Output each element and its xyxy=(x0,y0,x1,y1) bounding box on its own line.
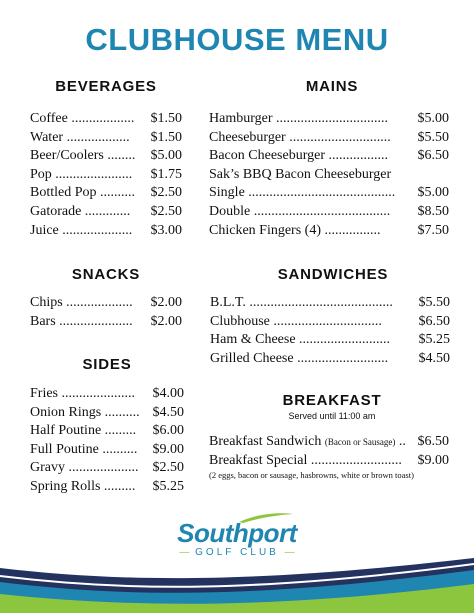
beverage-item xyxy=(30,166,182,185)
beverage-item xyxy=(30,222,182,241)
side-item-name: Half Poutine ......... xyxy=(30,423,137,439)
main-item xyxy=(209,166,449,185)
snack-item-price: $2.00 xyxy=(150,295,182,310)
side-item-price: $4.50 xyxy=(152,404,184,420)
beverages-heading: BEVERAGES xyxy=(55,78,157,95)
main-item-price: $6.50 xyxy=(417,148,449,164)
breakfast-section xyxy=(209,392,449,480)
side-item xyxy=(30,422,184,441)
menu-title: CLUBHOUSE MENU xyxy=(85,22,389,57)
snacks-section xyxy=(30,266,182,331)
side-item xyxy=(30,385,184,404)
breakfast-special-name: Breakfast Special .......................... xyxy=(209,452,402,468)
side-item-price: $4.00 xyxy=(152,386,184,401)
beverage-item xyxy=(30,147,182,166)
main-item-name: Chicken Fingers (4) ................ xyxy=(209,222,381,238)
main-item-price: $5.50 xyxy=(417,129,449,145)
main-item-price: $5.00 xyxy=(417,111,449,126)
main-item-name: Cheeseburger ............................. xyxy=(209,129,391,145)
beverages-section xyxy=(30,78,182,240)
beverage-item xyxy=(30,110,182,129)
breakfast-served-note: Served until 11:00 am xyxy=(288,411,376,421)
beverage-item xyxy=(30,203,182,222)
main-item-name: Double ....................................... xyxy=(209,203,391,219)
breakfast-sandwich-name-group xyxy=(209,433,406,452)
sandwich-item-name: Grilled Cheese .......................... xyxy=(210,350,389,366)
sides-heading: SIDES xyxy=(82,356,132,373)
beverage-item-name: Juice .................... xyxy=(30,222,133,238)
snack-item xyxy=(30,313,182,332)
sandwich-item-price: $5.25 xyxy=(418,332,450,348)
side-item-name: Full Poutine .......... xyxy=(30,441,138,457)
sandwich-item xyxy=(210,313,450,332)
beverage-item-name: Coffee .................. xyxy=(30,111,135,126)
snack-item-price: $2.00 xyxy=(150,313,182,329)
beverages-list xyxy=(30,110,182,240)
side-item-price: $2.50 xyxy=(152,460,184,476)
beverage-item-name: Bottled Pop .......... xyxy=(30,185,136,201)
side-item-price: $6.00 xyxy=(152,423,184,439)
side-item xyxy=(30,404,184,423)
beverage-item xyxy=(30,129,182,148)
sandwiches-section xyxy=(210,266,450,368)
side-item xyxy=(30,441,184,460)
logo-subtitle: — GOLF CLUB — xyxy=(179,547,295,558)
main-item-price: $8.50 xyxy=(417,203,449,219)
sandwich-item-price: $4.50 xyxy=(418,350,450,366)
breakfast-sandwich-price: $6.50 xyxy=(417,434,449,449)
beverage-item-name: Gatorade ............. xyxy=(30,203,131,219)
side-item-name: Gravy .................... xyxy=(30,460,139,476)
logo-name: Southport xyxy=(177,518,297,548)
main-item xyxy=(209,110,449,129)
southport-logo xyxy=(0,512,474,558)
main-item-name: Sak’s BBQ Bacon Cheeseburger xyxy=(209,166,392,182)
sandwich-item-price: $5.50 xyxy=(418,295,450,310)
snack-item-name: Chips ................... xyxy=(30,295,133,310)
main-item-name: Hamburger ................................ xyxy=(209,111,388,126)
side-item-name: Fries ..................... xyxy=(30,386,135,401)
snacks-heading: SNACKS xyxy=(71,266,141,283)
side-item-price: $9.00 xyxy=(152,441,184,457)
beverage-item-name: Beer/Coolers ........ xyxy=(30,148,136,164)
beverage-item-price: $3.00 xyxy=(150,222,182,238)
sandwich-item-name: Ham & Cheese .......................... xyxy=(210,332,391,348)
sides-list xyxy=(30,385,184,497)
main-item-price: $7.50 xyxy=(417,222,449,238)
main-item-name: Bacon Cheeseburger ................. xyxy=(209,148,388,164)
snack-item xyxy=(30,294,182,313)
side-item xyxy=(30,478,184,497)
breakfast-special-note: (2 eggs, bacon or sausage, hasbrowns, white or brown toast) xyxy=(209,470,414,481)
sandwich-item-name: Clubhouse ............................... xyxy=(210,313,382,329)
snacks-list xyxy=(30,294,182,331)
beverage-item-price: $2.50 xyxy=(150,203,182,219)
sandwich-item xyxy=(210,350,450,369)
breakfast-heading: BREAKFAST xyxy=(282,392,382,409)
logo-subtitle-text: GOLF CLUB xyxy=(195,547,279,558)
breakfast-special-row xyxy=(209,452,449,471)
sandwiches-list xyxy=(210,294,450,368)
main-item-price: $5.00 xyxy=(417,185,449,201)
breakfast-sandwich-name: Breakfast Sandwich xyxy=(209,434,322,449)
main-item xyxy=(209,203,449,222)
side-item-price: $5.25 xyxy=(152,478,184,494)
beverage-item-name: Water .................. xyxy=(30,129,130,145)
breakfast-special-price: $9.00 xyxy=(417,452,449,468)
main-item xyxy=(209,222,449,241)
side-item-name: Onion Rings .......... xyxy=(30,404,140,420)
beverage-item-name: Pop ...................... xyxy=(30,166,133,182)
sandwich-item xyxy=(210,331,450,350)
main-item xyxy=(209,129,449,148)
mains-section xyxy=(209,78,449,240)
snack-item-name: Bars ..................... xyxy=(30,313,133,329)
sides-section xyxy=(30,356,184,497)
beverage-item-price: $5.00 xyxy=(150,148,182,164)
beverage-item-price: $1.75 xyxy=(150,166,182,182)
sandwiches-heading: SANDWICHES xyxy=(277,266,389,283)
sandwich-item-name: B.L.T. ......................................... xyxy=(210,295,393,310)
mains-heading: MAINS xyxy=(305,78,359,95)
main-item xyxy=(209,147,449,166)
beverage-item xyxy=(30,184,182,203)
beverage-item-price: $1.50 xyxy=(150,111,182,126)
sandwich-item xyxy=(210,294,450,313)
main-item-name: Single .......................................... xyxy=(209,185,396,201)
main-item xyxy=(209,184,449,203)
side-item-name: Spring Rolls ......... xyxy=(30,478,136,494)
side-item xyxy=(30,459,184,478)
breakfast-sandwich-option: (Bacon or Sausage) xyxy=(324,437,396,447)
mains-list xyxy=(209,110,449,240)
sandwich-item-price: $6.50 xyxy=(418,313,450,329)
beverage-item-price: $1.50 xyxy=(150,129,182,145)
breakfast-sandwich-dots: .. xyxy=(398,434,406,449)
breakfast-sandwich-row xyxy=(209,433,449,452)
beverage-item-price: $2.50 xyxy=(150,185,182,201)
